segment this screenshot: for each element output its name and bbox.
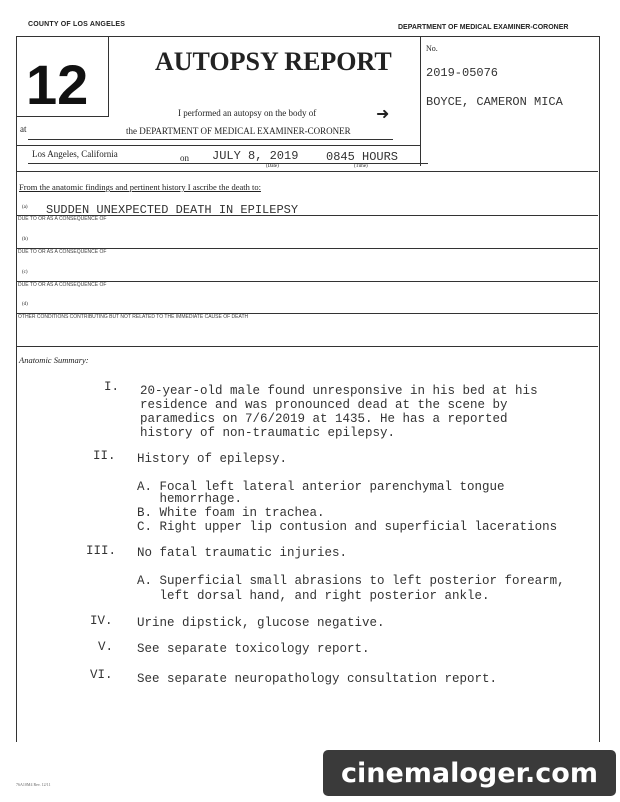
performed-text: I performed an autopsy on the body of [178, 108, 317, 118]
summary-v: See separate toxicology report. [137, 642, 370, 656]
ascribe-text: From the anatomic findings and pertinent history I ascribe the death to: [19, 182, 261, 192]
at-label: at [20, 124, 27, 134]
due-to-label-3: DUE TO OR AS A CONSEQUENCE OF [18, 282, 107, 288]
autopsy-time: 0845 HOURS [326, 150, 399, 164]
due-to-label-2: DUE TO OR AS A CONSEQUENCE OF [18, 249, 107, 255]
summary-ii-c: C. Right upper lip contusion and superficial lacerations [137, 520, 558, 534]
decedent-name: BOYCE, CAMERON MICA [426, 95, 563, 109]
watermark-text: cinemaloger.com [340, 758, 598, 789]
summary-ii-a-line-2: hemorrhage. [137, 492, 243, 506]
summary-iii-a-line-2: left dorsal hand, and right posterior ankle. [137, 589, 490, 603]
city-text: Los Angeles, California [32, 149, 118, 159]
summary-ii-title: History of epilepsy. [137, 452, 288, 466]
report-number: 12 [26, 53, 89, 116]
summary-i-line-4: history of non-traumatic epilepsy. [140, 426, 396, 440]
location-rule [28, 139, 393, 140]
form-code: 76A10M4 Rev. 12/11 [16, 782, 51, 787]
watermark-banner [323, 750, 616, 796]
cause-a-label: (a) [22, 205, 28, 210]
summary-i-line-2: residence and was pronounced dead at the scene by [140, 398, 508, 412]
roman-i: I. [104, 380, 120, 394]
cause-a: SUDDEN UNEXPECTED DEATH IN EPILEPSY [46, 203, 299, 217]
date-rule [28, 163, 428, 164]
on-label: on [180, 153, 189, 163]
summary-iii-a-line-1: A. Superficial small abrasions to left posterior forearm, [137, 574, 565, 588]
cause-d-label: (d) [22, 302, 28, 307]
roman-v: V. [98, 640, 114, 654]
date-caption: (Date) [266, 164, 279, 169]
summary-vi: See separate neuropathology consultation report. [137, 672, 498, 686]
anatomic-summary-label: Anatomic Summary: [19, 355, 89, 365]
summary-ii-b: B. White foam in trachea. [137, 506, 325, 520]
section-rule-2 [16, 171, 598, 172]
roman-iii: III. [86, 544, 117, 558]
section-rule-1 [16, 145, 420, 146]
other-conditions-rule [16, 346, 598, 347]
autopsy-date: JULY 8, 2019 [212, 149, 299, 163]
location-text: the DEPARTMENT OF MEDICAL EXAMINER-CORONER [126, 126, 351, 136]
summary-iv: Urine dipstick, glucose negative. [137, 616, 385, 630]
summary-iii-title: No fatal traumatic injuries. [137, 546, 348, 560]
county-header: COUNTY OF LOS ANGELES [28, 21, 126, 28]
summary-i-line-3: paramedics on 7/6/2019 at 1435. He has a reported [140, 412, 508, 426]
case-number: 2019-05076 [426, 66, 499, 80]
roman-ii: II. [93, 449, 116, 463]
other-conditions-label: OTHER CONDITIONS CONTRIBUTING BUT NOT RELATED TO THE IMMEDIATE CAUSE OF DEATH [18, 314, 249, 320]
page-title: AUTOPSY REPORT [155, 47, 392, 76]
summary-i-line-1: 20-year-old male found unresponsive in his bed at his [140, 384, 538, 398]
case-box-divider [420, 36, 421, 166]
roman-vi: VI. [90, 668, 113, 682]
arrow-right-icon: ➜ [376, 104, 390, 123]
cause-b-label: (b) [22, 237, 28, 242]
time-caption: (Time) [354, 164, 368, 169]
roman-iv: IV. [90, 614, 113, 628]
due-to-label-1: DUE TO OR AS A CONSEQUENCE OF [18, 216, 107, 222]
department-header: DEPARTMENT OF MEDICAL EXAMINER-CORONER [398, 24, 569, 31]
summary-ii-a-line-1: A. Focal left lateral anterior parenchymal tongue [137, 480, 505, 494]
no-label: No. [426, 44, 438, 53]
cause-c-label: (c) [22, 270, 28, 275]
